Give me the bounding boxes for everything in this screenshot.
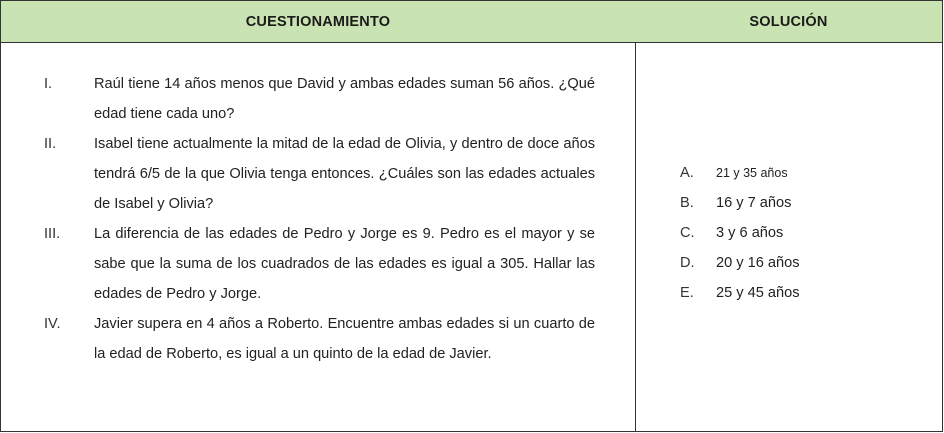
question-number: II.	[44, 136, 57, 152]
solution-item	[680, 248, 800, 278]
solutions-header-label: SOLUCIÓN	[749, 13, 828, 30]
solution-letter: E.	[680, 285, 694, 301]
solution-item	[680, 188, 800, 218]
question-text: Raúl tiene 14 años menos que David y ambas edades suman 56 años. ¿Qué edad tiene cada uno?	[94, 76, 595, 122]
question-number: IV.	[44, 316, 61, 332]
solution-letter: C.	[680, 225, 695, 241]
solutions-list	[680, 158, 800, 308]
solution-letter: D.	[680, 255, 695, 271]
solutions-cell	[635, 43, 943, 432]
question-text: Javier supera en 4 años a Roberto. Encuentre ambas edades si un cuarto de la edad de Roberto, es igual a un quinto de la edad de Javier.	[94, 316, 595, 362]
questions-header	[0, 0, 636, 43]
question-text: Isabel tiene actualmente la mitad de la edad de Olivia, y dentro de doce años tendrá 6/5 de la que Olivia tenga entonces. ¿Cuáles son las edades actuales de Isabel y Olivia?	[94, 136, 595, 212]
solution-item	[680, 278, 800, 308]
solution-text: 25 y 45 años	[716, 285, 800, 301]
solution-item	[680, 158, 800, 188]
question-text: La diferencia de las edades de Pedro y Jorge es 9. Pedro es el mayor y se sabe que la suma de los cuadrados de las edades es igual a 305. Hallar las edades de Pedro y Jorge.	[94, 226, 595, 302]
questions-header-label: CUESTIONAMIENTO	[245, 13, 391, 30]
question-item	[1, 69, 637, 129]
solution-letter: A.	[680, 165, 694, 181]
solutions-header	[635, 0, 943, 43]
solution-letter: B.	[680, 195, 694, 211]
question-item	[1, 309, 637, 369]
solution-text: 21 y 35 años	[716, 166, 788, 180]
question-number: I.	[44, 76, 53, 92]
question-item	[1, 219, 637, 309]
questions-cell	[0, 43, 636, 432]
solution-item	[680, 218, 800, 248]
questions-list	[1, 69, 637, 369]
question-number: III.	[44, 226, 61, 242]
solution-text: 3 y 6 años	[716, 225, 784, 241]
solution-text: 20 y 16 años	[716, 255, 800, 271]
question-item	[1, 129, 637, 219]
solution-text: 16 y 7 años	[716, 195, 792, 211]
